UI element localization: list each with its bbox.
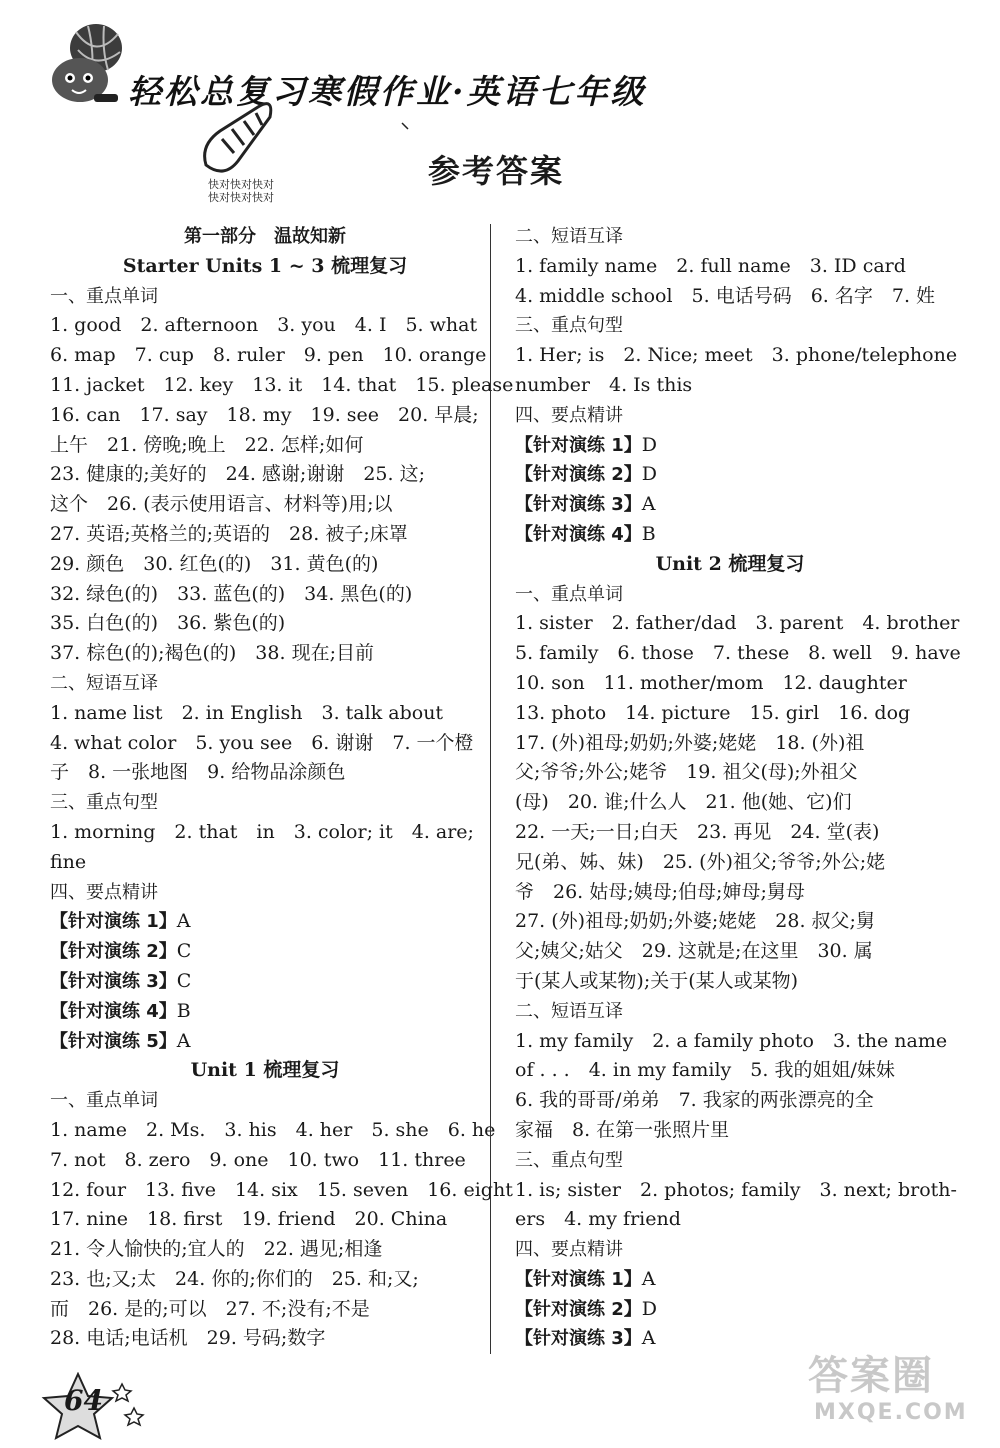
- drill-choice: A: [641, 493, 656, 516]
- answer-line: 37. 棕色(的);褐色(的) 38. 现在;目前: [50, 642, 374, 665]
- answer-line: 21. 令人愉快的;宜人的 22. 遇见;相逢: [50, 1238, 383, 1261]
- watermark-title: 答案圈: [808, 1353, 934, 1399]
- drill-label: 【针对演练 3】: [50, 970, 177, 992]
- carrot-caption-line: 快对快对快对: [208, 191, 274, 204]
- answer-line: 子 8. 一张地图 9. 给物品涂颜色: [50, 761, 346, 784]
- drill-label: 【针对演练 3】: [515, 1328, 642, 1350]
- drill-choice: A: [176, 910, 191, 933]
- answer-line: 10. son 11. mother/mom 12. daughter: [515, 671, 907, 694]
- drill-choice: D: [641, 433, 658, 456]
- drill-label: 【针对演练 3】: [515, 494, 642, 516]
- drill-answer: [50, 967, 480, 997]
- answer-line: 29. 颜色 30. 红色(的) 31. 黄色(的): [50, 552, 379, 575]
- answer-line: of . . . 4. in my family 5. 我的姐姐/妹妹: [515, 1059, 895, 1082]
- drill-choice: B: [641, 522, 656, 545]
- answer-line: 11. jacket 12. key 13. it 14. that 15. please: [50, 373, 514, 396]
- answer-line: 4. what color 5. you see 6. 谢谢 7. 一个橙: [50, 731, 474, 754]
- answer-line: 23. 也;又;太 24. 你的;你们的 25. 和;又;: [50, 1267, 419, 1290]
- page-number: 64: [64, 1384, 103, 1417]
- drill-label: 【针对演练 5】: [50, 1030, 177, 1052]
- answer-line: 5. family 6. those 7. these 8. well 9. have: [515, 642, 961, 665]
- watermelon-mascot-icon: [38, 20, 128, 110]
- section-heading: 二、短语互译: [515, 226, 623, 247]
- answer-line: 16. can 17. say 18. my 19. see 20. 早晨;: [50, 403, 479, 426]
- unit-heading: Starter Units 1 ~ 3 梳理复习: [122, 254, 408, 277]
- answer-line: 1. good 2. afternoon 3. you 4. I 5. what: [50, 314, 478, 337]
- carrot-icon: [198, 95, 418, 185]
- left-column: [50, 222, 514, 1354]
- answer-line: 父;爷爷;外公;姥爷 19. 祖父(母);外祖父: [515, 761, 858, 784]
- answer-line: 17. nine 18. first 19. friend 20. China: [50, 1208, 448, 1231]
- drill-label: 【针对演练 1】: [515, 1268, 642, 1290]
- answer-line: 28. 电话;电话机 29. 号码;数字: [50, 1327, 326, 1350]
- answer-line: 1. name 2. Ms. 3. his 4. her 5. she 6. he: [50, 1118, 496, 1141]
- drill-label: 【针对演练 1】: [515, 434, 642, 456]
- answer-line: 家福 8. 在第一张照片里: [515, 1118, 730, 1141]
- section-heading: 四、要点精讲: [515, 404, 623, 426]
- answer-line: 23. 健康的;美好的 24. 感谢;谢谢 25. 这;: [50, 463, 425, 486]
- answer-line: 这个 26. (表示使用语言、材料等)用;以: [50, 493, 393, 516]
- answer-line: 上午 21. 傍晚;晚上 22. 怎样;如何: [50, 433, 364, 456]
- answer-line: 32. 绿色(的) 33. 蓝色(的) 34. 黑色(的): [50, 582, 413, 605]
- drill-label: 【针对演练 2】: [515, 1298, 642, 1320]
- watermark-logo: [808, 1352, 988, 1442]
- answer-line: fine: [50, 850, 87, 873]
- answer-line: 35. 白色(的) 36. 紫色(的): [50, 612, 286, 635]
- section-heading: 一、重点单词: [515, 583, 623, 605]
- page-header: [0, 0, 1000, 230]
- answer-line: 1. morning 2. that in 3. color; it 4. are;: [50, 820, 474, 843]
- drill-choice: A: [641, 1267, 656, 1290]
- drill-answer: [50, 1027, 480, 1057]
- watermark-url: MXQE.COM: [814, 1400, 968, 1425]
- section-heading: 二、短语互译: [515, 1000, 623, 1022]
- drill-choice: C: [176, 940, 192, 963]
- section-heading: 三、重点句型: [515, 315, 623, 337]
- series-title: 轻松总复习寒假作业·英语七年级: [128, 72, 647, 111]
- right-column: [515, 222, 961, 1354]
- drill-answer: [515, 1324, 945, 1354]
- drill-label: 【针对演练 4】: [50, 1000, 177, 1022]
- answer-line: 6. 我的哥哥/弟弟 7. 我家的两张漂亮的全: [515, 1089, 874, 1112]
- answer-line: 27. (外)祖母;奶奶;外婆;姥姥 28. 叔父;舅: [515, 910, 875, 933]
- answer-line: (母) 20. 谁;什么人 21. 他(她、它)们: [515, 791, 852, 814]
- answer-line: 4. middle school 5. 电话号码 6. 名字 7. 姓: [515, 284, 936, 307]
- drill-answer: [515, 1295, 945, 1325]
- drill-answer: [50, 997, 480, 1027]
- drill-answer: [50, 937, 480, 967]
- drill-label: 【针对演练 1】: [50, 911, 177, 933]
- answer-line: 而 26. 是的;可以 27. 不;没有;不是: [50, 1297, 370, 1320]
- part-heading: 第一部分 温故知新: [184, 226, 346, 247]
- page-title: 参考答案: [428, 152, 565, 190]
- column-divider: [490, 224, 491, 1354]
- answer-line: 父;姨父;姑父 29. 这就是;在这里 30. 属: [515, 940, 873, 963]
- drill-choice: A: [176, 1029, 191, 1052]
- carrot-caption-line: 快对快对快对: [208, 178, 274, 191]
- drill-answer: [515, 490, 945, 520]
- unit-heading: Unit 2 梳理复习: [655, 552, 805, 575]
- answer-line: 27. 英语;英格兰的;英语的 28. 被子;床罩: [50, 522, 408, 545]
- answer-line: 兄(弟、姊、妹) 25. (外)祖父;爷爷;外公;姥: [515, 850, 886, 873]
- section-heading: 二、短语互译: [50, 672, 158, 694]
- drill-label: 【针对演练 4】: [515, 523, 642, 545]
- unit-heading: Unit 1 梳理复习: [190, 1059, 340, 1082]
- drill-choice: D: [641, 1297, 658, 1320]
- answer-line: 爷 26. 姑母;姨母;伯母;婶母;舅母: [515, 880, 805, 903]
- drill-choice: B: [176, 999, 191, 1022]
- answer-line: 1. sister 2. father/dad 3. parent 4. brother: [515, 612, 960, 635]
- section-heading: 四、要点精讲: [50, 881, 158, 903]
- answer-line: 17. (外)祖母;奶奶;外婆;姥姥 18. (外)祖: [515, 731, 865, 754]
- answer-line: 1. name list 2. in English 3. talk about: [50, 701, 444, 724]
- answer-line: 7. not 8. zero 9. one 10. two 11. three: [50, 1148, 466, 1171]
- answer-line: 13. photo 14. picture 15. girl 16. dog: [515, 701, 911, 724]
- drill-label: 【针对演练 2】: [515, 464, 642, 486]
- drill-choice: C: [176, 969, 192, 992]
- section-heading: 一、重点单词: [50, 1090, 158, 1112]
- answer-line: 1. my family 2. a family photo 3. the name: [515, 1029, 948, 1052]
- section-heading: 一、重点单词: [50, 285, 158, 307]
- answer-line: ers 4. my friend: [515, 1208, 681, 1231]
- section-heading: 四、要点精讲: [515, 1239, 623, 1261]
- drill-label: 【针对演练 2】: [50, 941, 177, 963]
- answer-line: 1. family name 2. full name 3. ID card: [515, 254, 906, 277]
- drill-answer: [515, 431, 945, 461]
- drill-choice: D: [641, 463, 658, 486]
- section-heading: 三、重点句型: [515, 1149, 623, 1171]
- answer-line: 6. map 7. cup 8. ruler 9. pen 10. orange: [50, 344, 487, 367]
- drill-answer: [515, 460, 945, 490]
- drill-answer: [515, 1265, 945, 1295]
- answer-line: 12. four 13. five 14. six 15. seven 16. eight: [50, 1178, 513, 1201]
- carrot-caption: [208, 178, 288, 204]
- answer-line: 于(某人或某物);关于(某人或某物): [515, 969, 799, 992]
- answer-line: 1. is; sister 2. photos; family 3. next; broth-: [515, 1178, 957, 1201]
- answer-line: number 4. Is this: [515, 373, 693, 396]
- drill-answer: [515, 520, 945, 550]
- answer-line: 22. 一天;一日;白天 23. 再见 24. 堂(表): [515, 820, 880, 843]
- drill-choice: A: [641, 1327, 656, 1350]
- answer-line: 1. Her; is 2. Nice; meet 3. phone/telephone: [515, 344, 958, 367]
- section-heading: 三、重点句型: [50, 792, 158, 814]
- drill-answer: [50, 907, 480, 937]
